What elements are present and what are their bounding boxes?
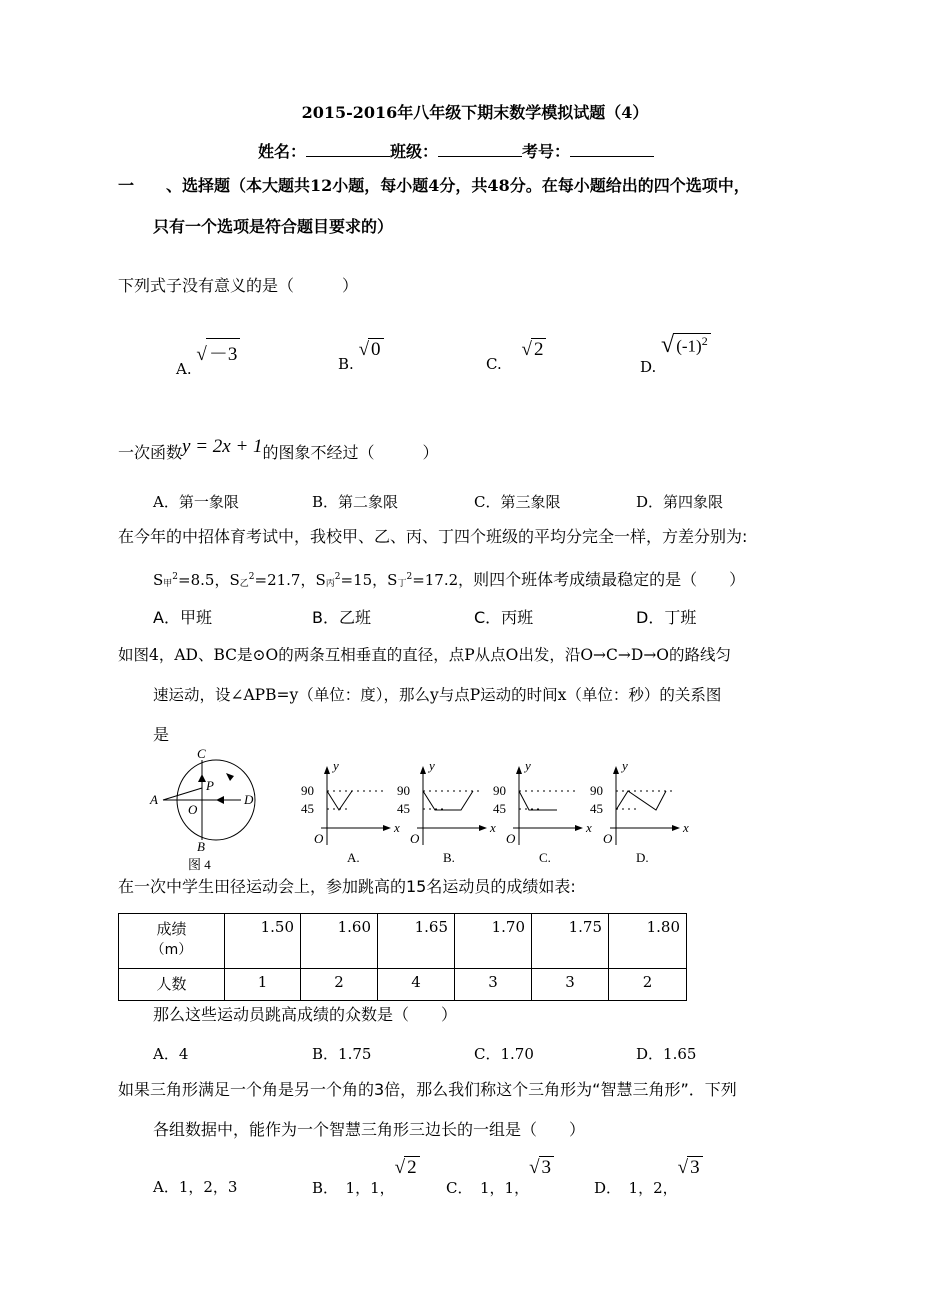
table-cell: 1.65 (378, 914, 455, 969)
arrow-icon (324, 766, 330, 774)
arrow-icon (383, 825, 391, 831)
q1-option-c[interactable]: C. √ 2 (486, 352, 546, 375)
table-cell: 1.75 (532, 914, 609, 969)
x-axis-label: x (683, 820, 689, 835)
label-a: A (150, 792, 158, 807)
graph-label: A. (347, 850, 360, 865)
table-cell: 3 (455, 969, 532, 1001)
radicand: (-1) (676, 337, 702, 356)
q4-line3: 是 (153, 725, 170, 744)
option-letter: D. (640, 358, 657, 376)
radicand: 3 (539, 1156, 555, 1179)
q4-line2: 速运动，设∠APB=y（单位：度），那么y与点P运动的时间x（单位：秒）的关系图 (153, 686, 722, 704)
table-cell: 1.50 (225, 914, 301, 969)
q3-option-a[interactable]: A．甲班 (153, 608, 212, 627)
y-tick-90: 90 (493, 783, 506, 798)
y-axis-label: y (622, 758, 628, 773)
section-line2: 只有一个选项是符合题目要求的） (153, 217, 394, 236)
variance-sub: 乙 (239, 579, 249, 589)
origin-label: O (603, 831, 613, 846)
exam-no-blank[interactable] (570, 142, 654, 157)
arrow-icon (613, 766, 619, 774)
exam-no-label: 考号： (522, 142, 571, 161)
label-b: B (197, 839, 205, 854)
y-tick-45: 45 (590, 801, 603, 816)
figure-caption: 图 4 (188, 857, 211, 872)
table-cell: 3 (532, 969, 609, 1001)
label-o: O (188, 802, 198, 817)
exponent: 2 (701, 334, 708, 349)
y-tick-45: 45 (397, 801, 410, 816)
section-heading (118, 176, 750, 196)
graph-option-d[interactable] (590, 758, 689, 865)
origin-label: O (314, 831, 324, 846)
q2-option-d[interactable]: D．第四象限 (636, 493, 724, 511)
table-cell: 2 (609, 969, 687, 1001)
q5-option-c[interactable]: C．1.70 (474, 1045, 534, 1063)
q5-intro: 在一次中学生田径运动会上，参加跳高的15名运动员的成绩如表: (118, 877, 576, 896)
radicand: 2 (531, 338, 547, 361)
q6-line1: 如果三角形满足一个角是另一个角的3倍，那么我们称这个三角形为“智慧三角形”．下列 (118, 1080, 737, 1099)
option-text: B． 1，1， (312, 1179, 395, 1197)
table-row (119, 969, 687, 1001)
y-axis-label: y (429, 758, 435, 773)
q5-option-b[interactable]: B．1.75 (312, 1045, 372, 1063)
header-unit: （m） (150, 942, 193, 958)
graph-label: C. (539, 850, 551, 865)
radicand: 3 (687, 1156, 703, 1179)
option-letter: A. (176, 360, 192, 378)
table-cell: 4 (378, 969, 455, 1001)
section-number: 一 (118, 176, 135, 195)
q4-line1: 如图4，AD、BC是⊙O的两条互相垂直的直径，点P从点O出发，沿O→C→D→O的路线匀 (118, 646, 732, 664)
table-header (119, 914, 225, 969)
table-cell: 1.70 (455, 914, 532, 969)
q3-option-b[interactable]: B．乙班 (312, 608, 371, 627)
variance-sub: 丙 (325, 579, 335, 589)
circle-figure (149, 748, 255, 872)
score-table (118, 913, 687, 1001)
q2-formula: y = 2x + 1 (182, 436, 263, 457)
y-tick-90: 90 (590, 783, 603, 798)
q1-option-d[interactable]: D. √ $(-1)^2$ (640, 352, 711, 379)
table-row (119, 914, 687, 969)
q5-option-a[interactable]: A．4 (153, 1045, 189, 1063)
graph-line (423, 791, 473, 810)
option-text: C． 1，1， (446, 1179, 530, 1197)
y-axis-label: y (333, 758, 339, 773)
q4-figure (140, 748, 780, 872)
table-cell: 1.80 (609, 914, 687, 969)
variance-sub: 甲 (163, 579, 173, 589)
origin-label: O (410, 831, 420, 846)
x-axis-label: x (490, 820, 496, 835)
arrow-icon (216, 796, 224, 804)
graph-label: D. (636, 850, 649, 865)
radicand: －3 (206, 338, 241, 366)
graph-option-b[interactable] (397, 758, 496, 865)
q5-option-d[interactable]: D．1.65 (636, 1045, 697, 1063)
label-p: P (206, 778, 214, 793)
table-cell: 2 (301, 969, 378, 1001)
q2-option-c[interactable]: C．第三象限 (474, 493, 561, 511)
origin-label: O (506, 831, 516, 846)
arrow-icon (226, 773, 234, 781)
class-label: 班级： (390, 142, 439, 161)
variance-sub: 丁 (397, 579, 407, 589)
y-tick-90: 90 (397, 783, 410, 798)
q1-stem: 下列式子没有意义的是（ ） (118, 276, 359, 295)
q2-option-a[interactable]: A．第一象限 (153, 493, 239, 511)
q6-option-b[interactable]: B． 1，1，√ 2 (312, 1176, 420, 1199)
class-blank[interactable] (438, 142, 522, 157)
variance-value: =17.2， (412, 571, 474, 589)
table-cell: 1.60 (301, 914, 378, 969)
q6-option-d[interactable]: D． 1，2，√ 3 (594, 1176, 703, 1199)
graph-line (327, 791, 352, 810)
name-blank[interactable] (306, 142, 390, 157)
x-axis-label: x (586, 820, 592, 835)
y-tick-45: 45 (301, 801, 314, 816)
arrow-icon (198, 774, 206, 782)
arrow-icon (420, 766, 426, 774)
variance-value: =21.7， (254, 571, 316, 589)
x-axis-label: x (394, 820, 400, 835)
option-letter: B. (338, 355, 354, 373)
label-d: D (244, 792, 254, 807)
q5-prompt: 那么这些运动员跳高成绩的众数是（ ） (153, 1005, 458, 1024)
q6-option-c[interactable]: C． 1，1，√ 3 (446, 1176, 554, 1199)
graph-line (519, 791, 557, 810)
q2-stem-pre: 一次函数 (118, 443, 183, 462)
page-title: 2015-2016年八年级下期末数学模拟试题（4） (301, 103, 649, 122)
option-letter: C. (486, 355, 502, 373)
arrow-icon (575, 825, 583, 831)
table-header: 人数 (119, 969, 225, 1001)
graph-label: B. (443, 850, 455, 865)
y-axis-label: y (525, 758, 531, 773)
option-text: D． 1，2， (594, 1179, 678, 1197)
q3-option-d[interactable]: D．丁班 (636, 608, 697, 627)
q6-line2: 各组数据中，能作为一个智慧三角形三边长的一组是（ ） (153, 1120, 586, 1139)
q2-stem-post: 的图象不经过（ ） (262, 443, 439, 462)
q3-option-c[interactable]: C．丙班 (474, 608, 534, 627)
q1-option-a[interactable]: A. √ －3 (176, 352, 240, 380)
q2-option-b[interactable]: B．第二象限 (312, 493, 399, 511)
radicand: 2 (404, 1156, 420, 1179)
q6-option-a[interactable]: A．1，2，3 (153, 1178, 238, 1196)
q3-stem: 在今年的中招体育考试中，我校甲、乙、丙、丁四个班级的平均分完全一样，方差分别为: (118, 527, 748, 546)
arrow-icon (672, 825, 680, 831)
header-text: 成绩 (156, 920, 187, 938)
label-c: C (197, 748, 206, 761)
radicand: 0 (368, 338, 384, 361)
variance-value: =15， (340, 571, 388, 589)
variance-value: =8.5， (178, 571, 230, 589)
table-cell: 1 (225, 969, 301, 1001)
section-line1: 、选择题（本大题共12小题，每小题4分，共48分。在每小题给出的四个选项中， (166, 176, 750, 195)
graph-option-a[interactable] (301, 758, 400, 865)
y-tick-90: 90 (301, 783, 314, 798)
graph-line (616, 791, 666, 810)
q3-stem2: 则四个班体考成绩最稳定的是（ ） (473, 570, 746, 589)
q1-option-b[interactable]: B. √ 0 (338, 352, 384, 375)
graph-option-c[interactable] (493, 758, 592, 865)
y-tick-45: 45 (493, 801, 506, 816)
q3-variances: $S_甲^2=8.5$，$S_乙^2=21.7$，$S_丙^2=15$，$S_丁^2=17.2$，则四个班体考成绩最稳定的是（ ） (153, 570, 746, 589)
student-info (258, 142, 654, 162)
arrow-icon (479, 825, 487, 831)
name-label: 姓名： (258, 142, 307, 161)
arrow-icon (516, 766, 522, 774)
q2-stem (118, 436, 439, 463)
